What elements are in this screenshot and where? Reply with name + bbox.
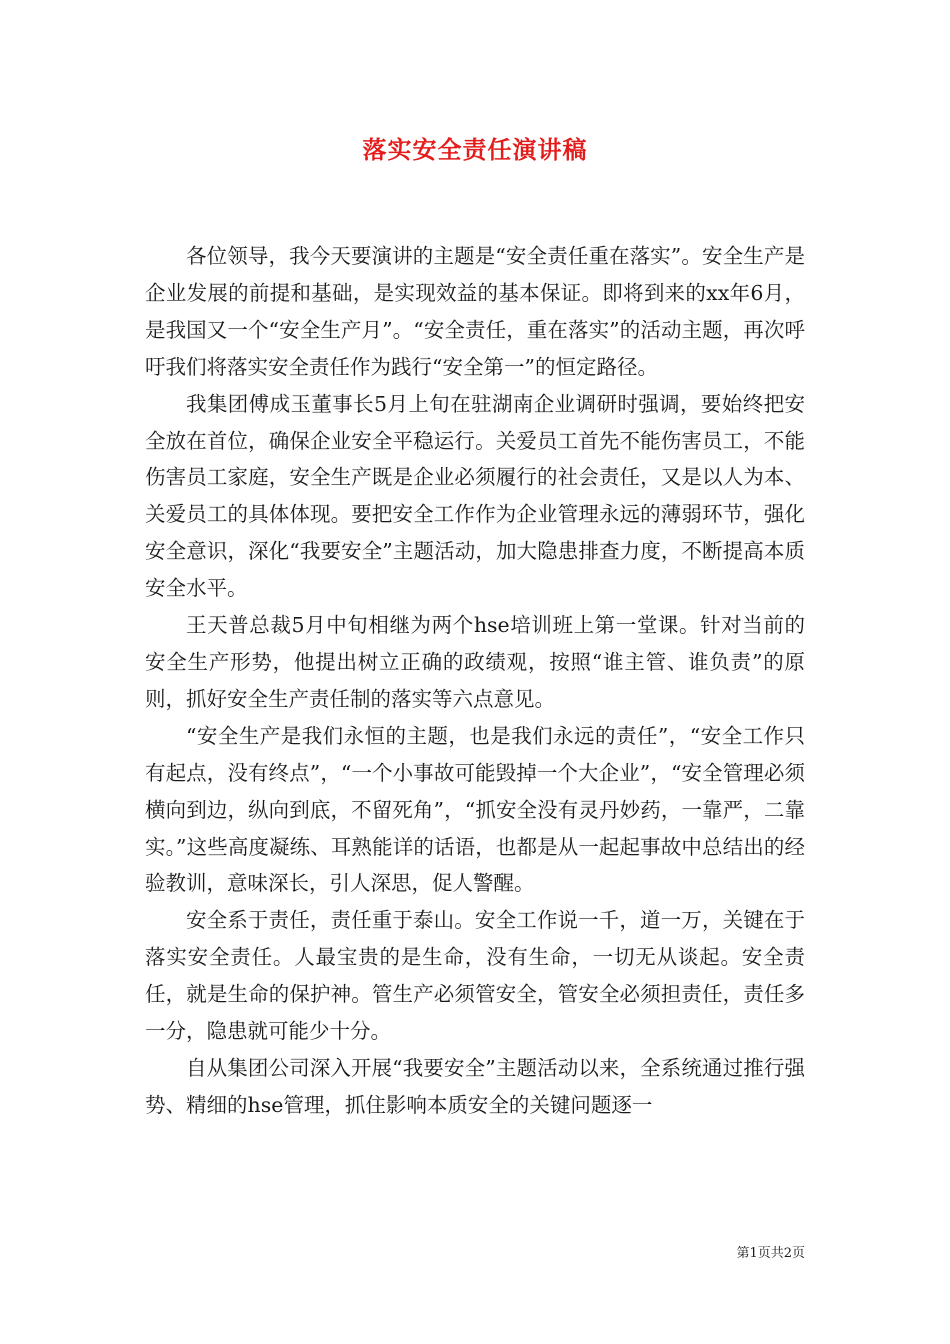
paragraph-1: 各位领导，我今天要演讲的主题是“安全责任重在落实”。安全生产是企业发展的前提和基础，是实现效益的基本保证。即将到来的xx年6月，是我国又一个“安全生产月”。“安全责任，重在落实”的活动主题，再次呼吁我们将落实安全责任作为践行“安全第一”的恒定路径。 — [145, 244, 805, 379]
paragraph-5: 安全系于责任，责任重于泰山。安全工作说一千，道一万，关键在于落实安全责任。人最宝贵的是生命，没有生命，一切无从谈起。安全责任，就是生命的保护神。管生产必须管安全，管安全必须担责任，责任多一分，隐患就可能少十分。 — [145, 908, 805, 1044]
paragraph-2: 我集团傅成玉董事长5月上旬在驻湖南企业调研时强调，要始终把安全放在首位，确保企业安全平稳运行。关爱员工首先不能伤害员工，不能伤害员工家庭，安全生产既是企业必须履行的社会责任，又是以人为本、关爱员工的具体体现。要把安全工作作为企业管理永远的薄弱环节，强化安全意识，深化“我要安全”主题活动，加大隐患排查力度，不断提高本质安全水平。 — [145, 391, 805, 601]
page-number: 第1页共2页 — [736, 1246, 805, 1261]
document-body — [145, 238, 805, 1124]
paragraph-6: 自从集团公司深入开展“我要安全”主题活动以来，全系统通过推行强势、精细的hse管理，抓住影响本质安全的关键问题逐一 — [145, 1055, 805, 1117]
paragraph-3: 王天普总裁5月中旬相继为两个hse培训班上第一堂课。针对当前的安全生产形势，他提出树立正确的政绩观，按照“谁主管、谁负责”的原则，抓好安全生产责任制的落实等六点意见。 — [145, 613, 805, 711]
document-title: 落实安全责任演讲稿 — [362, 135, 588, 164]
paragraph-4: “安全生产是我们永恒的主题，也是我们永远的责任”，“安全工作只有起点，没有终点”，“一个小事故可能毁掉一个大企业”，“安全管理必须横向到边，纵向到底，不留死角”，“抓安全没有灵丹妙药，一靠严，二靠实。”这些高度凝练、耳熟能详的话语，也都是从一起起事故中总结出的经验教训，意味深长，引人深思，促人警醒。 — [145, 723, 805, 896]
